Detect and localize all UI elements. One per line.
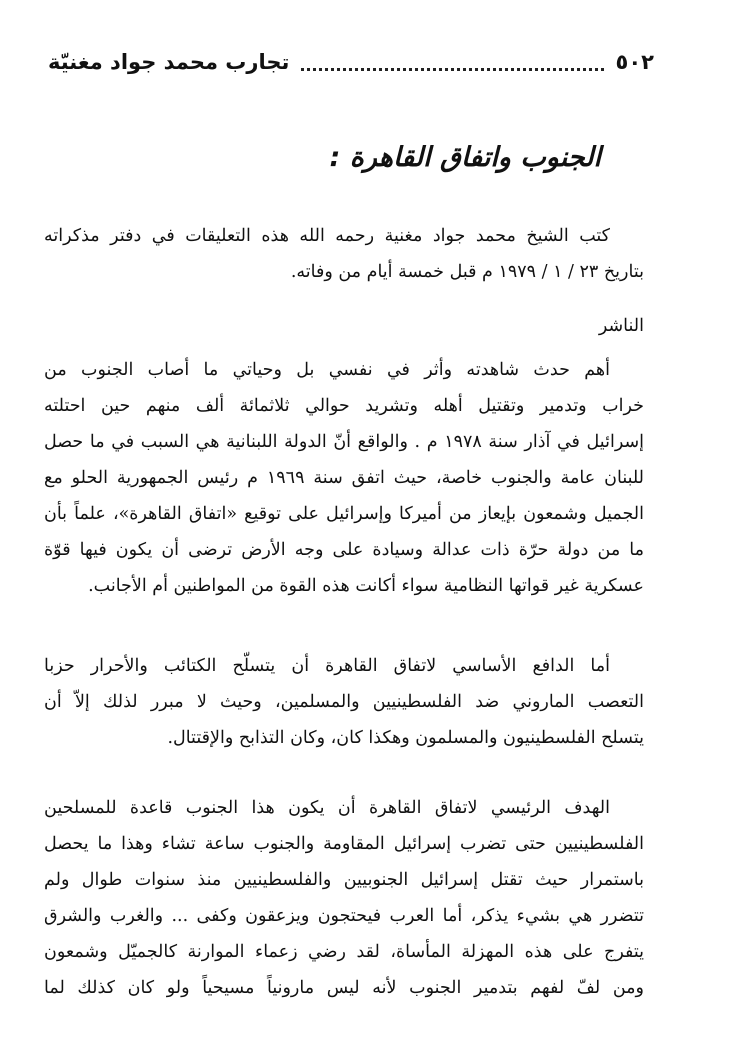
text-line: أهم حدث شاهدته وأثر في نفسي بل وحياتي ما أصاب الجنوب من — [44, 360, 610, 380]
text-line: إسرائيل في آذار سنة ١٩٧٨ م . والواقع أنّ الدولة اللبنانية هي السبب في ما حصل — [44, 432, 644, 452]
text-line: أما الدافع الأساسي لاتفاق القاهرة أن يتسلّح الكتائب والأحرار حزبا — [44, 656, 610, 676]
text-line: التعصب الماروني ضد الفلسطينيين والمسلمين، وحيث لا مبرر لذلك إلاّ أن — [44, 692, 644, 712]
text-line: ما من دولة حرّة ذات عدالة وسيادة على وجه الأرض ترضى أن يكون فيها قوّة — [44, 540, 644, 560]
text-line: الجميل وشمعون بإيعاز من أميركا وإسرائيل على توقيع «اتفاق القاهرة»، علماً بأن — [44, 504, 644, 524]
text-line: الهدف الرئيسي لاتفاق القاهرة أن يكون هذا الجنوب قاعدة للمسلحين — [44, 798, 610, 818]
text-line: تتضرر هي بشيء يذكر، أما العرب فيحتجون ويزعقون وكفى ... والغرب والشرق — [44, 906, 644, 926]
text-line: الفلسطينيين حتى تضرب إسرائيل المقاومة والجنوب ساعة تشاء وهذا ما يحصل — [44, 834, 644, 854]
intro-paragraph — [44, 218, 644, 290]
book-title: تجارب محمد جواد مغنيّة — [48, 50, 290, 74]
text-line: بتاريخ ٢٣ / ١ / ١٩٧٩ م قبل خمسة أيام من وفاته. — [290, 262, 644, 282]
page-number: ٥٠٢ — [615, 50, 654, 74]
text-line: يتسلح الفلسطينيون والمسلمون وهكذا كان، وكان التذابح والإقتتال. — [167, 728, 644, 748]
publisher-signature: الناشر — [598, 316, 644, 336]
dotted-leader — [301, 68, 603, 71]
text-line: للبنان عامة والجنوب خاصة، حيث اتفق سنة ١٩٦٩ م رئيس الجمهورية الحلو مع — [44, 468, 645, 488]
text-line: كتب الشيخ محمد جواد مغنية رحمه الله هذه التعليقات في دفتر مذكراته — [44, 226, 610, 246]
paragraph-2 — [44, 648, 644, 756]
paragraph-1 — [44, 352, 644, 604]
text-line: خراب وتدمير وتقتيل أهله وتشريد حوالي ثلاثمائة ألف منهم حين احتلته — [44, 396, 644, 416]
text-line: باستمرار حيث تقتل إسرائيل الجنوبيين والفلسطينيين منذ سنوات طوال ولم — [44, 870, 644, 890]
running-header — [48, 44, 654, 80]
text-line: عسكرية غير قواتها النظامية سواء أكانت هذه القوة من المواطنين أم الأجانب. — [88, 576, 644, 596]
text-line: يتفرج على هذه المهزلة المأساة، لقد رضي زعماء الموارنة كالجميّل وشمعون — [44, 942, 644, 962]
section-title: الجنوب واتفاق القاهرة : — [329, 142, 601, 173]
paragraph-3 — [44, 790, 644, 1006]
text-line: ومن لفّ لفهم بتدمير الجنوب لأنه ليس مارونياً مسيحياً ولو كان كذلك لما — [44, 978, 644, 998]
